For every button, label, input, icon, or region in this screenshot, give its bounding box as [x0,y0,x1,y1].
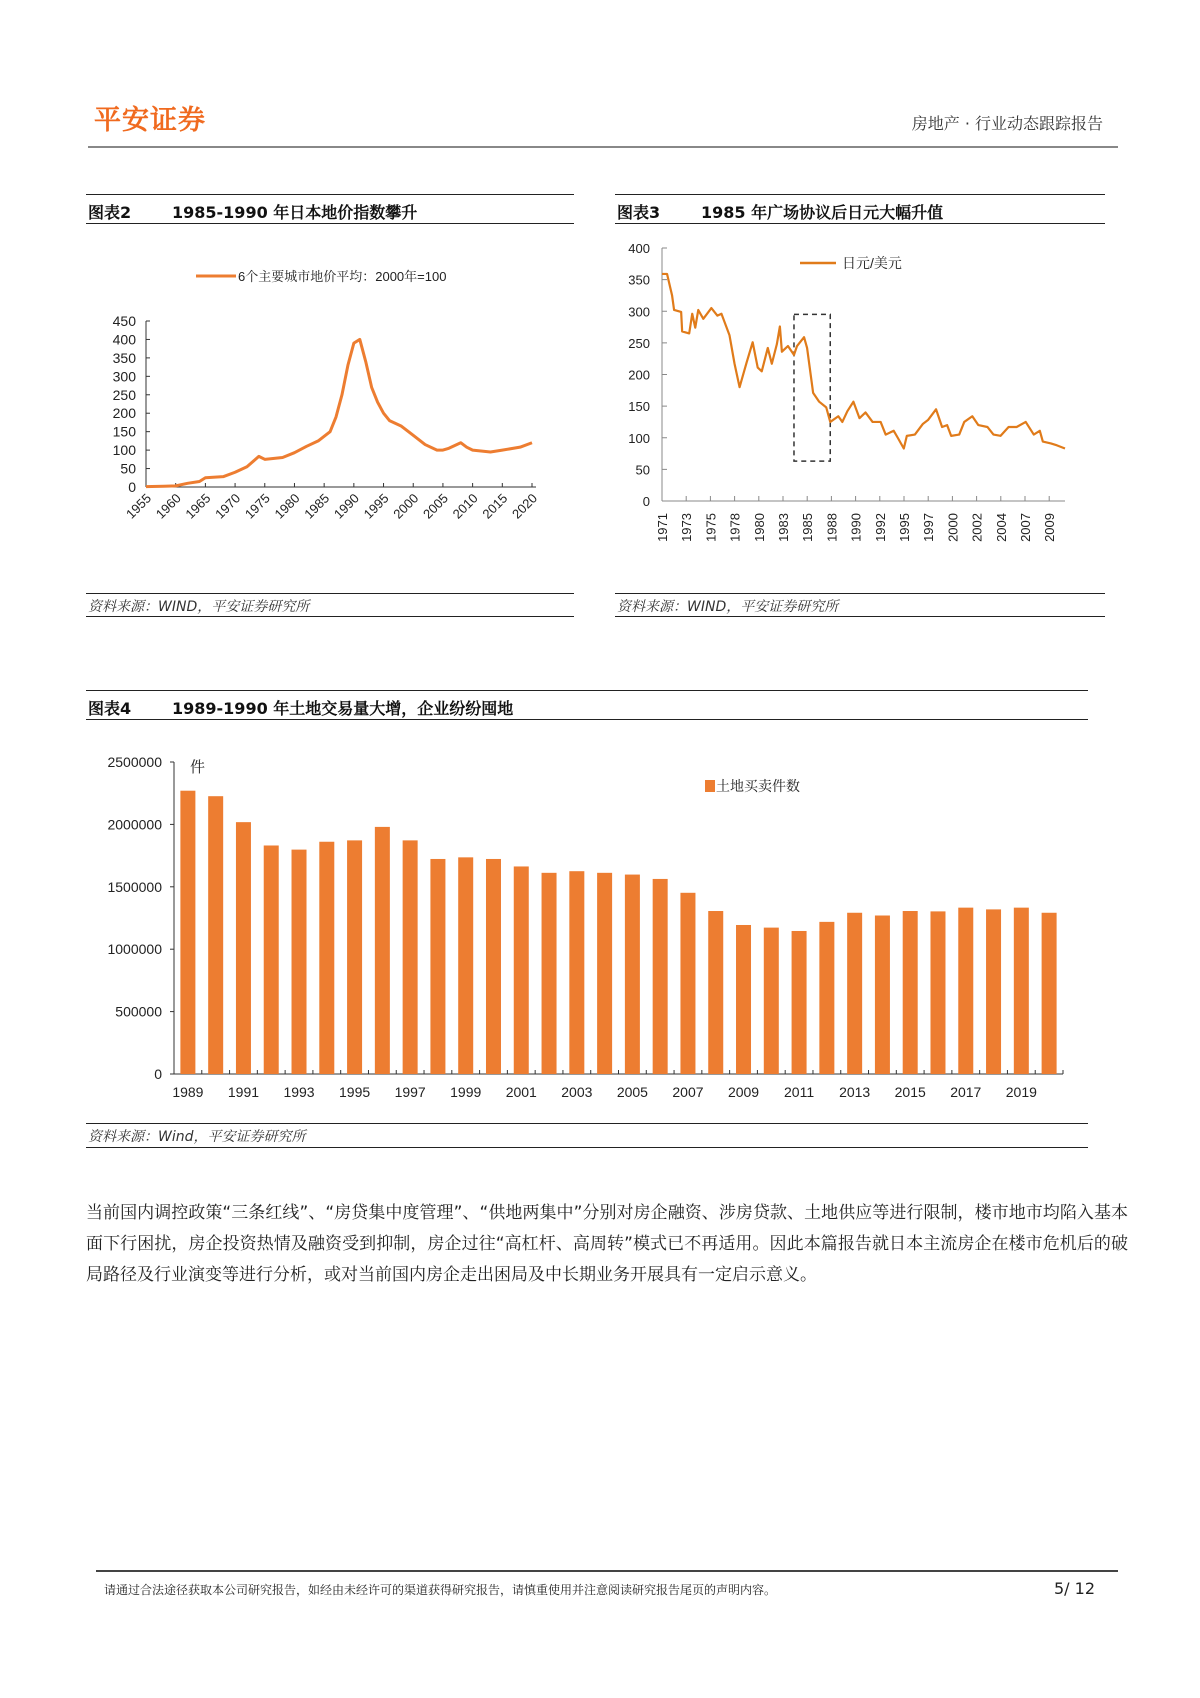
figure-divider [86,719,1088,720]
bar-2002 [542,873,557,1074]
y-tick-label: 200 [628,367,650,383]
source-divider [615,616,1105,617]
bar-2006 [653,879,668,1074]
x-tick-label: 1960 [152,490,184,522]
x-tick-label: 2004 [993,513,1009,542]
y-tick-label: 0 [154,1066,162,1082]
bar-2017 [958,908,973,1074]
figure-2-source: 资料来源：WIND，平安证券研究所 [88,599,310,615]
y-tick-label: 100 [628,430,650,446]
x-tick-label: 2019 [1005,1084,1037,1100]
bar-2001 [514,866,529,1074]
figure-number: 图表4 [88,699,132,718]
bar-2005 [625,875,640,1074]
x-tick-label: 2005 [616,1084,648,1100]
y-tick-label: 250 [112,386,136,403]
y-tick-label: 1500000 [107,878,162,895]
bar-2018 [986,909,1001,1074]
x-tick-label: 1973 [679,513,695,542]
company-logo: 平安证券 [94,105,206,136]
bar-2007 [680,893,695,1074]
x-tick-label: 1985 [301,490,333,522]
y-tick-label: 1000000 [107,941,162,958]
figure-title-text: 1989-1990 年土地交易量大增，企业纷纷囤地 [172,699,514,718]
x-tick-label: 1983 [776,513,791,542]
x-tick-label: 1993 [283,1084,315,1100]
y-tick-label: 250 [628,335,650,351]
x-tick-label: 2011 [784,1084,815,1100]
bar-1993 [292,850,307,1074]
figure-4-title [88,696,513,719]
x-tick-label: 2007 [1018,513,1033,542]
x-tick-label: 1965 [182,490,214,522]
x-tick-label: 1985 [800,513,816,542]
figure-divider [86,690,1088,691]
bar-1991 [236,822,251,1074]
x-tick-label: 2010 [449,490,481,522]
x-tick-label: 2000 [390,490,422,522]
bar-1992 [264,845,279,1074]
figure-3-source: 资料来源：WIND，平安证券研究所 [617,599,839,615]
bar-1999 [458,857,473,1074]
y-tick-label: 300 [628,304,650,320]
y-tick-label: 350 [628,272,650,288]
bar-2016 [930,911,945,1074]
y-tick-label: 150 [112,423,136,440]
land-price-chart [86,230,586,580]
figure-number: 图表3 [617,203,661,222]
legend-label: 土地买卖件数 [716,778,800,794]
y-tick-label: 100 [112,442,136,459]
x-tick-label: 1975 [241,490,273,522]
x-tick-label: 2002 [969,513,985,542]
y-tick-label: 200 [112,405,136,422]
figure-divider [615,223,1105,224]
y-tick-label: 450 [112,313,136,329]
x-tick-label: 1995 [897,513,912,542]
y-tick-label: 400 [112,331,136,348]
y-tick-label: 150 [628,399,650,415]
figure-title-text: 1985-1990 年日本地价指数攀升 [172,203,418,222]
x-tick-label: 2020 [509,490,541,522]
bar-2003 [569,871,584,1074]
x-tick-label: 1992 [872,513,888,542]
header-divider [88,146,1118,148]
x-tick-label: 1978 [727,513,743,542]
figure-divider [86,194,574,195]
x-tick-label: 2015 [894,1084,926,1100]
x-tick-label: 2007 [672,1084,704,1100]
bar-2015 [903,911,918,1074]
land-price-line [146,339,532,486]
x-tick-label: 1990 [848,513,864,542]
x-tick-label: 2009 [727,1084,760,1100]
bar-2019 [1014,908,1029,1074]
figure-3-title [617,200,943,223]
x-tick-label: 2009 [1042,513,1058,542]
x-tick-label: 1988 [824,513,840,542]
bar-1990 [208,796,223,1074]
bar-2014 [875,916,890,1074]
x-tick-label: 2003 [561,1084,593,1100]
figure-divider [615,194,1105,195]
footer-divider [96,1570,1118,1572]
x-tick-label: 2001 [505,1084,537,1100]
x-tick-label: 1995 [339,1084,371,1100]
y-tick-label: 500000 [115,1003,162,1020]
source-divider [86,593,574,594]
source-divider [615,593,1105,594]
x-tick-label: 2005 [419,490,452,522]
y-tick-label: 50 [635,462,650,478]
yen-usd-line [662,274,1065,449]
x-tick-label: 1980 [751,513,767,542]
bar-1989 [180,791,195,1074]
legend-label: 日元/美元 [842,255,902,271]
bar-2020 [1042,913,1057,1074]
figure-title-text: 1985 年广场协议后日元大幅升值 [701,203,944,222]
x-tick-label: 1970 [212,490,244,522]
x-tick-label: 1971 [655,513,670,542]
bar-2011 [792,931,807,1074]
source-divider [86,616,574,617]
x-tick-label: 1997 [921,513,937,542]
bar-2008 [708,911,723,1074]
x-tick-label: 1955 [123,490,155,522]
x-tick-label: 1997 [394,1084,426,1100]
bar-1997 [403,840,418,1074]
y-tick-label: 350 [112,349,136,366]
figure-2-title [88,200,417,223]
bar-1994 [319,842,334,1074]
y-tick-label: 0 [642,494,650,509]
x-tick-label: 2013 [839,1084,871,1100]
figure-number: 图表2 [88,203,132,222]
page-number: 5/ 12 [1054,1579,1096,1598]
y-tick-label: 2500000 [107,754,162,770]
figure-divider [86,223,574,224]
unit-label: 件 [190,759,206,776]
figure-4-source: 资料来源：Wind，平安证券研究所 [88,1129,306,1145]
x-tick-label: 2000 [945,513,961,542]
land-transactions-chart [86,740,1096,1110]
bar-2004 [597,873,612,1074]
x-tick-label: 2017 [950,1084,982,1100]
bar-2000 [486,859,501,1074]
x-tick-label: 2015 [479,490,511,522]
body-paragraph: 当前国内调控政策“三条红线”、“房贷集中度管理”、“供地两集中”分别对房企融资、涉房贷款、土地供应等进行限制，楼市地市均陷入基本面下行困扰，房企投资热情及融资受到抑制，房企过往“高杠杆、高周转”模式已不再适用。因此本篇报告就日本主流房企在楼市危机后的破局路径及行业演变等进行分析，或对当前国内房企走出困局及中长期业务开展具有一定启示意义。 [86,1203,1128,1285]
x-tick-label: 1995 [360,490,392,522]
bar-2013 [847,913,862,1074]
y-tick-label: 0 [128,479,136,495]
x-tick-label: 1999 [450,1084,482,1100]
x-tick-label: 1991 [227,1084,260,1100]
bar-1995 [347,840,362,1074]
footer-disclaimer: 请通过合法途径获取本公司研究报告，如经由未经许可的渠道获得研究报告，请慎重使用并注意阅读研究报告尾页的声明内容。 [104,1583,777,1597]
bar-2009 [736,925,751,1074]
bar-1996 [375,827,390,1074]
x-tick-label: 1989 [172,1084,204,1100]
y-tick-label: 300 [112,368,136,385]
legend-swatch [705,780,715,792]
y-tick-label: 50 [120,460,136,477]
bar-2010 [764,928,779,1074]
x-tick-label: 1990 [330,490,362,522]
y-tick-label: 2000000 [107,816,162,833]
x-tick-label: 1980 [271,490,303,522]
source-divider [86,1147,1088,1148]
source-divider [86,1123,1088,1124]
legend-label: 6个主要城市地价平均：2000年=100 [238,269,447,284]
bar-2012 [819,922,834,1074]
bar-1998 [430,859,445,1074]
x-tick-label: 1975 [703,513,719,542]
report-type: 房地产 · 行业动态跟踪报告 [911,114,1103,133]
y-tick-label: 400 [628,241,650,256]
yen-usd-chart [600,230,1110,580]
